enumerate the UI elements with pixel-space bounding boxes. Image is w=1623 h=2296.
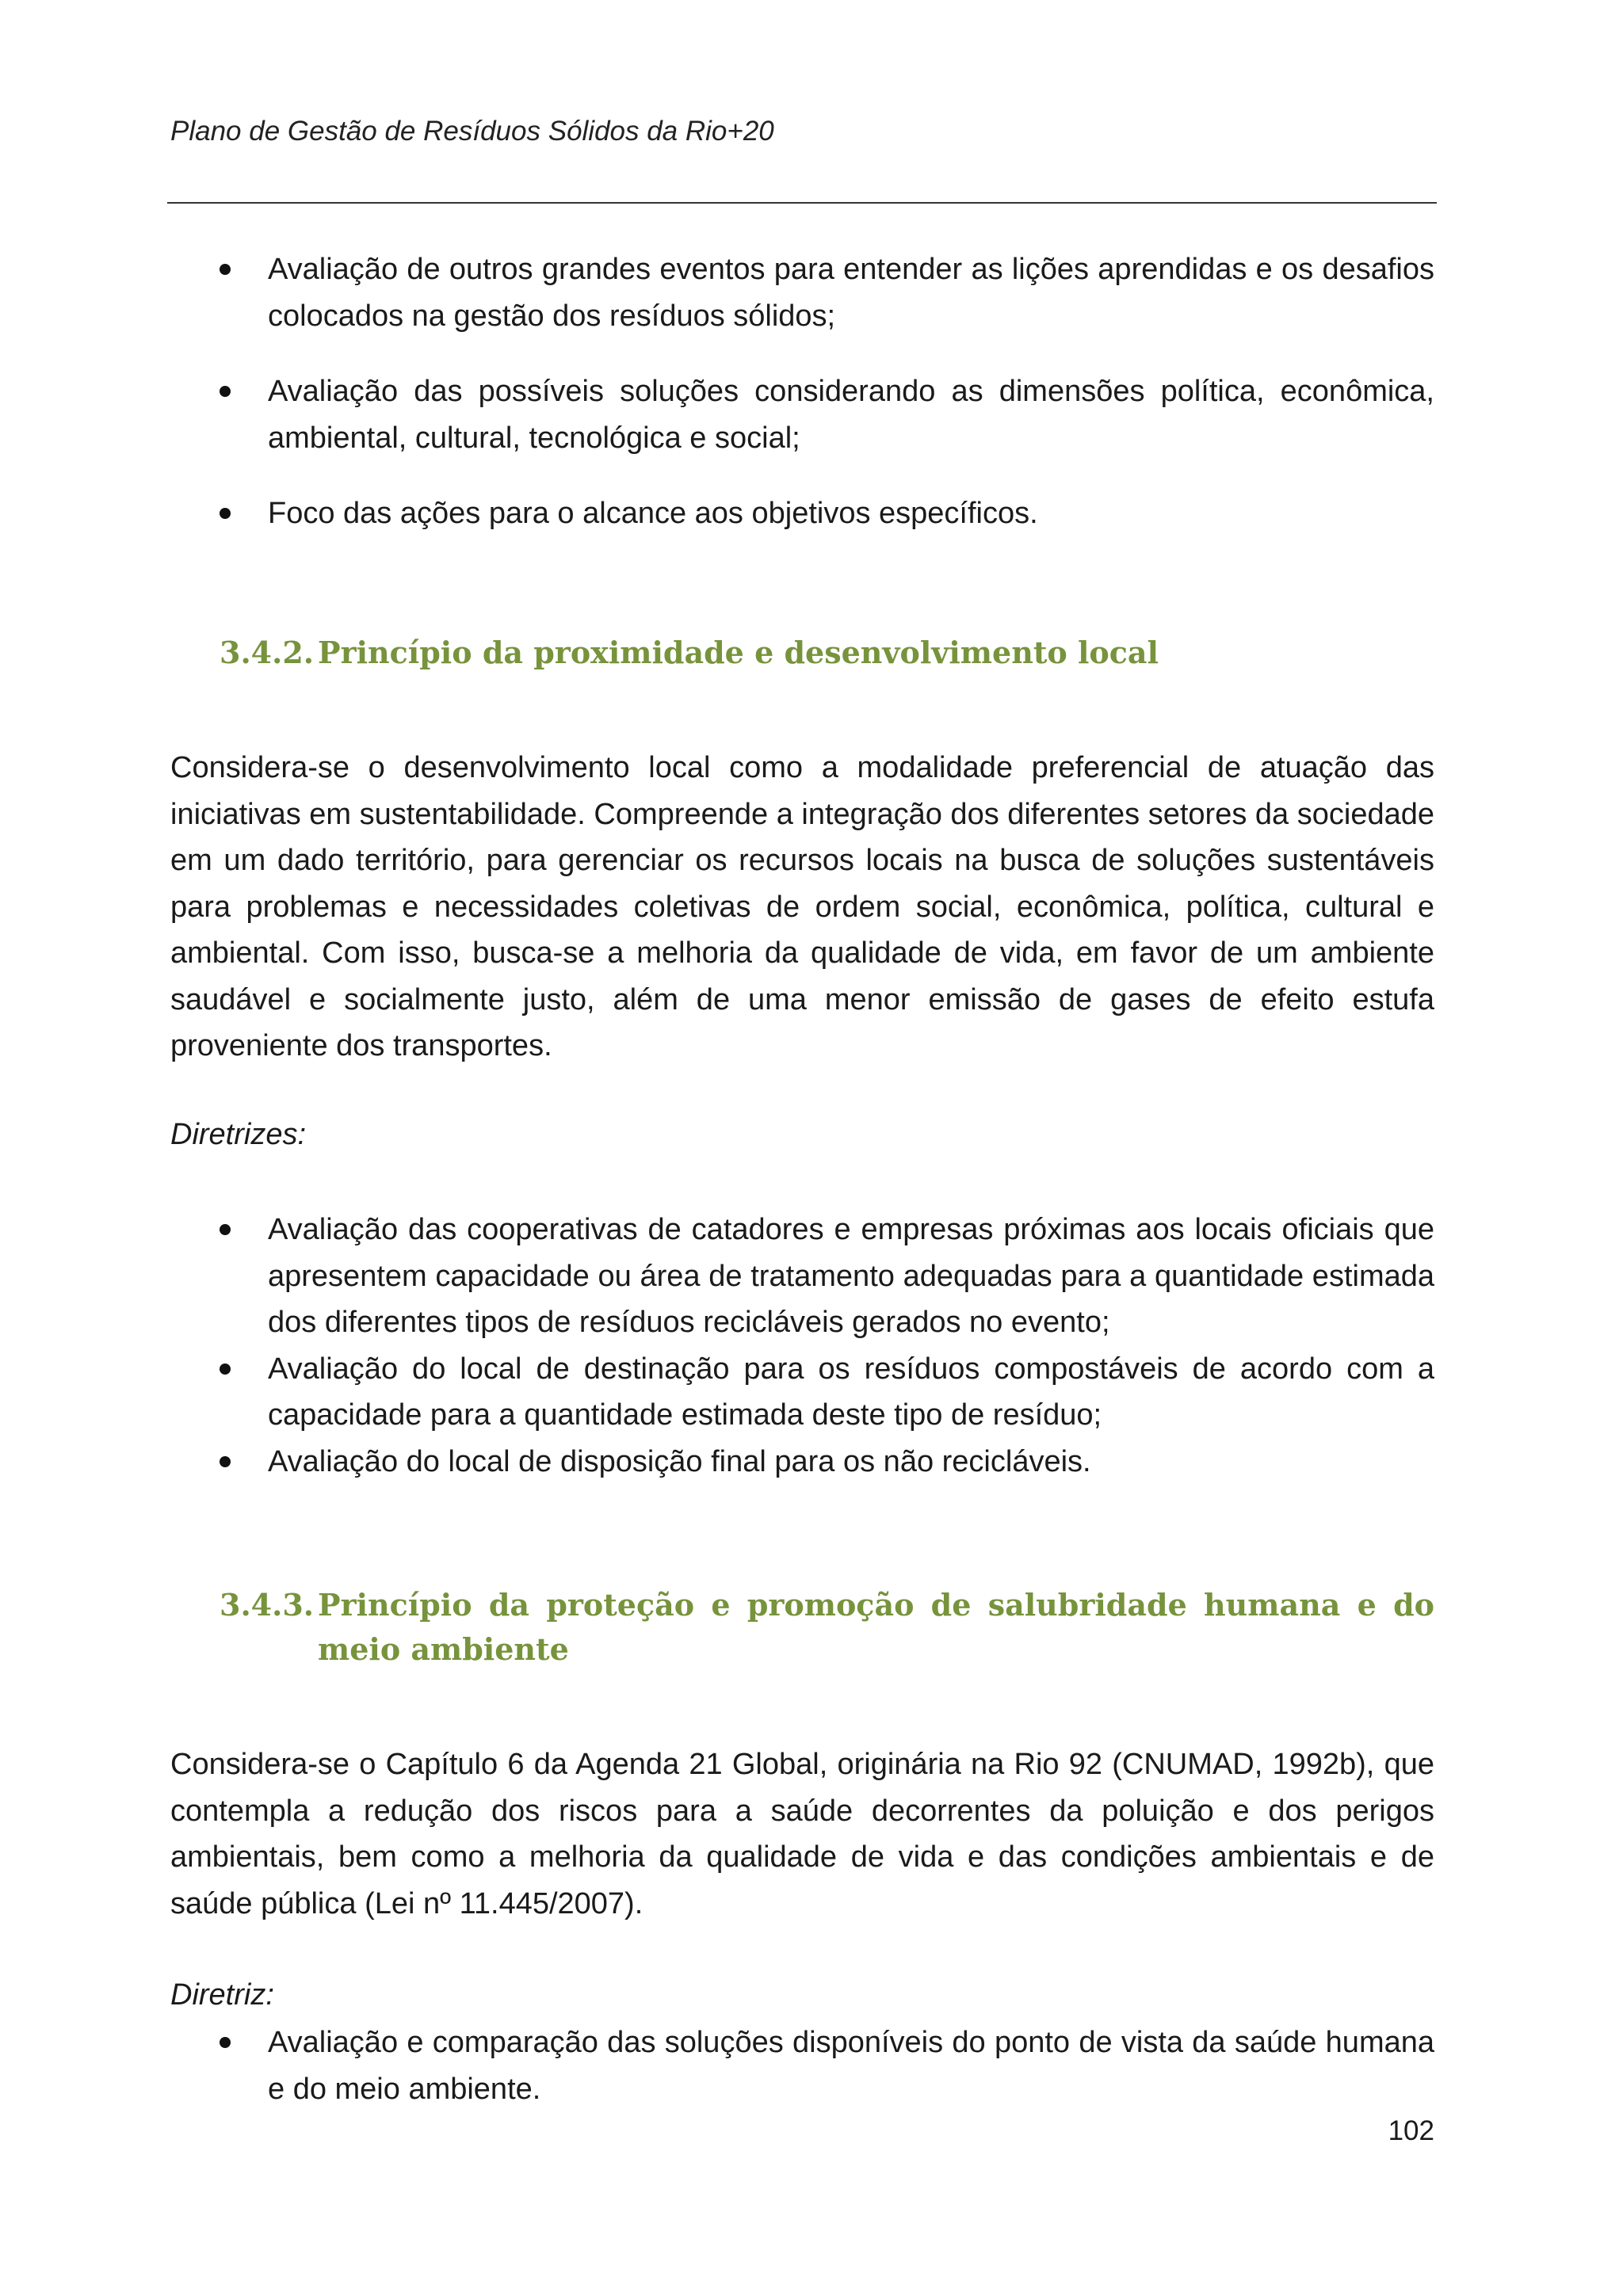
section-heading-343 <box>220 1583 1434 1672</box>
section-number: 3.4.3. <box>220 1587 315 1623</box>
guidelines-list-343 <box>170 2019 1434 2112</box>
list-item-text: Avaliação e comparação das soluções disponíveis do ponto de vista da saúde humana e do meio ambiente. <box>268 2026 1434 2106</box>
list-item <box>170 2019 1434 2112</box>
page-number: 102 <box>1388 2115 1434 2146</box>
list-item <box>170 490 1434 537</box>
list-item-text: Avaliação das possíveis soluções considerando as dimensões política, econômica, ambiental, cultural, tecnológica e social; <box>268 375 1434 455</box>
header-divider <box>167 202 1437 204</box>
bullet-icon <box>220 1456 231 1467</box>
list-item <box>170 1346 1434 1439</box>
list-item <box>170 246 1434 339</box>
section-number: 3.4.2. <box>220 635 315 670</box>
list-item-text: Avaliação de outros grandes eventos para entender as lições aprendidas e os desafios colocados na gestão dos resíduos sólidos; <box>268 253 1434 333</box>
intro-bullet-list <box>170 246 1434 537</box>
section-paragraph-343: Considera-se o Capítulo 6 da Agenda 21 Global, originária na Rio 92 (CNUMAD, 1992b), que contempla a redução dos riscos para a saúde decorrentes da poluição e dos perigos ambientais, bem como a melhoria da qualidade de vida e das condições ambientais e de saúde pública (Lei nº 11.445/2007). <box>170 1748 1434 1920</box>
list-item-text: Avaliação do local de destinação para os resíduos compostáveis de acordo com a capacidade para a quantidade estimada deste tipo de resíduo; <box>268 1352 1434 1432</box>
section-title: Princípio da proximidade e desenvolvimento local <box>318 635 1159 670</box>
running-header: Plano de Gestão de Resíduos Sólidos da Rio+20 <box>170 116 774 147</box>
list-item <box>170 1439 1434 1486</box>
list-item-text: Foco das ações para o alcance aos objetivos específicos. <box>268 497 1038 530</box>
guidelines-list-342 <box>170 1207 1434 1485</box>
list-item-text: Avaliação das cooperativas de catadores e empresas próximas aos locais oficiais que apresentem capacidade ou área de tratamento adequadas para a quantidade estimada dos diferentes tipos de resíduos recicláveis gerados no evento; <box>268 1213 1434 1339</box>
guidelines-label-342: Diretrizes: <box>170 1118 307 1151</box>
bullet-icon <box>220 386 231 397</box>
section-heading-342 <box>220 631 1434 675</box>
guidelines-label-343: Diretriz: <box>170 1978 274 2012</box>
bullet-icon <box>220 1363 231 1375</box>
list-item <box>170 1207 1434 1346</box>
bullet-icon <box>220 2037 231 2048</box>
section-title: Princípio da proteção e promoção de salubridade humana e do meio ambiente <box>318 1587 1434 1667</box>
bullet-icon <box>220 508 231 519</box>
list-item <box>170 368 1434 461</box>
bullet-icon <box>220 1224 231 1235</box>
bullet-icon <box>220 264 231 275</box>
section-paragraph-342: Considera-se o desenvolvimento local como a modalidade preferencial de atuação das iniciativas em sustentabilidade. Compreende a integração dos diferentes setores da sociedade em um dado território, para gerenciar os recursos locais na busca de soluções sustentáveis para problemas e necessidades coletivas de ordem social, econômica, política, cultural e ambiental. Com isso, busca-se a melhoria da qualidade de vida, em favor de um ambiente saudável e socialmente justo, além de uma menor emissão de gases de efeito estufa proveniente dos transportes. <box>170 751 1434 1062</box>
list-item-text: Avaliação do local de disposição final para os não recicláveis. <box>268 1444 1091 1478</box>
